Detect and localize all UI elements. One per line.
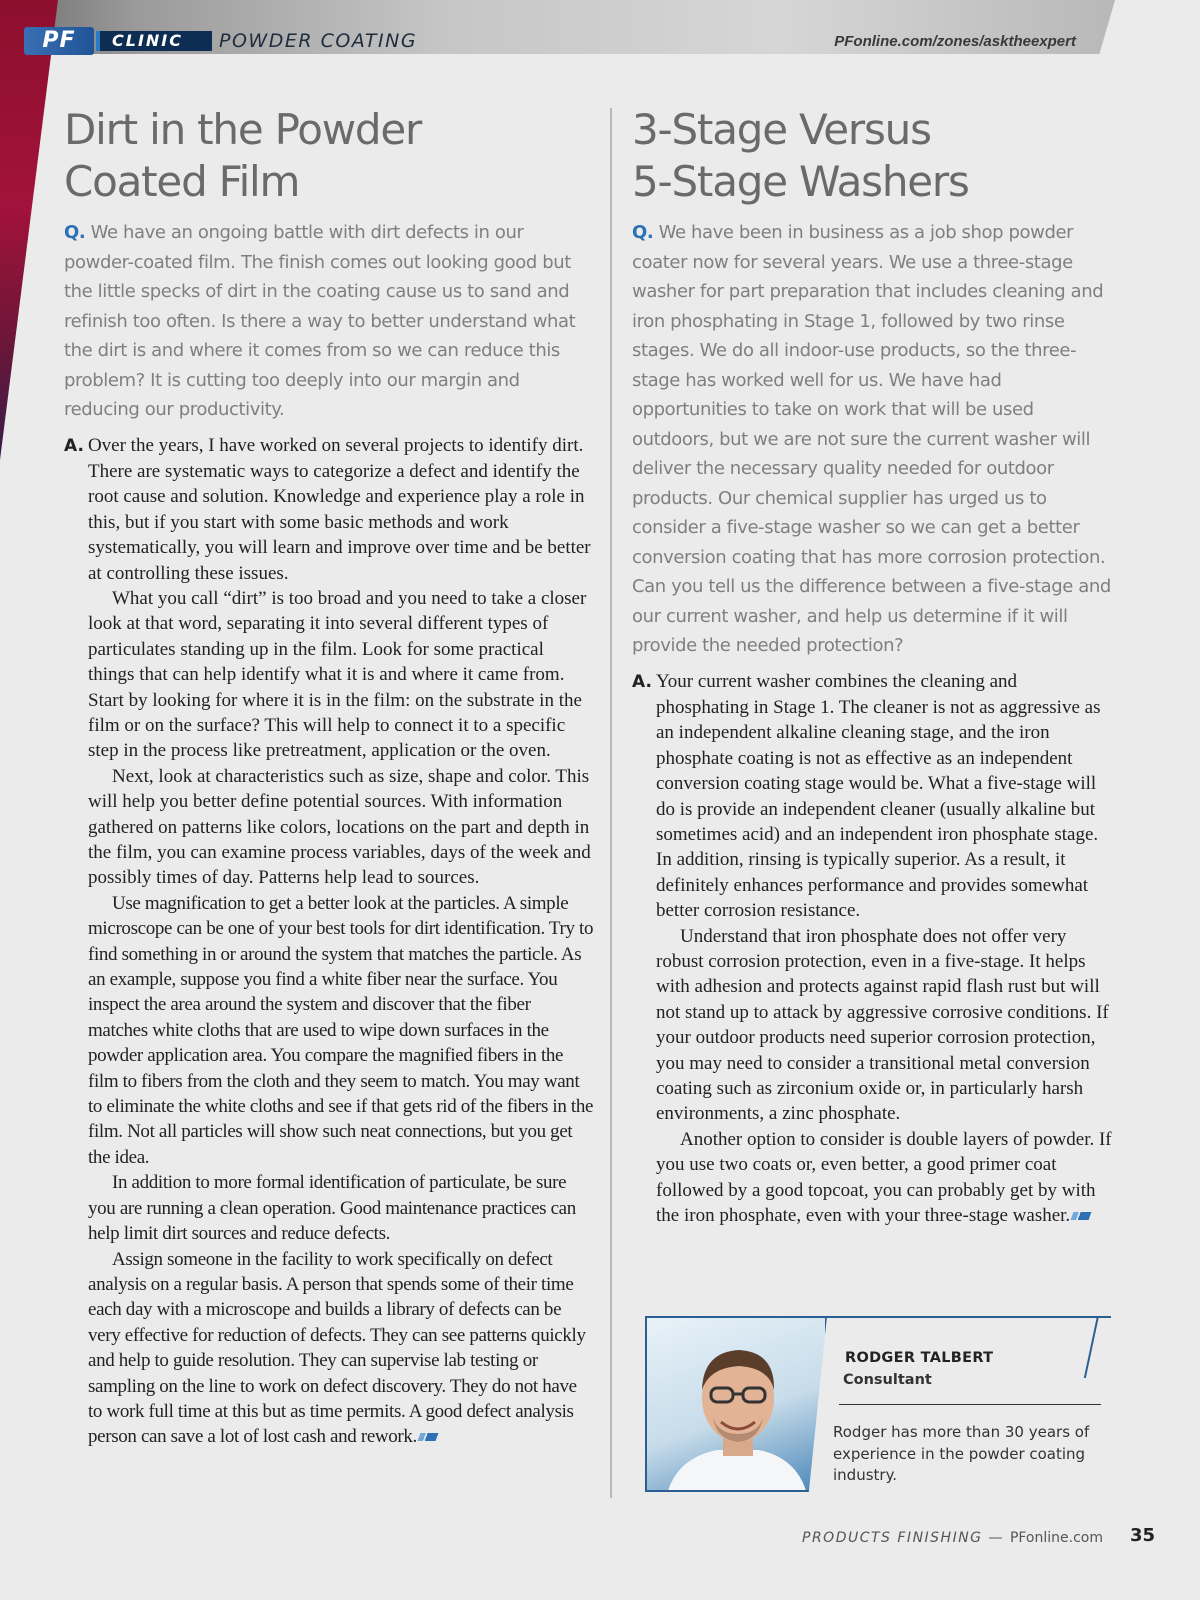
answer-paragraph: Another option to consider is double layers of powder. If you use two coats or, even better, a good primer coat followed by a good topcoat, you can probably get by with the iron phosphate, even with your three-stage washer. xyxy=(656,1128,1112,1227)
left-question xyxy=(64,218,594,425)
author-divider xyxy=(839,1404,1101,1405)
author-bio: Rodger has more than 30 years of experience in the powder coating industry. xyxy=(833,1423,1090,1484)
portrait-illustration xyxy=(647,1318,827,1492)
answer-paragraph: Use magnification to get a better look at the particles. A simple microscope can be one of your best tools for dirt identification. Try to find something in or around the system that matches the particle. As an example, suppose you find a white fiber near the surface. You inspect the area around the system and discover that the fiber matches white cloths that are used to wipe down surfaces in the powder application area. You compare the magnified fibers in the film to fibers from the cloth and they seem to match. You may want to eliminate the white cloths and see if that gets rid of the fibers in the film. Not all particles will show such neat connections, but you get the idea. xyxy=(88,892,594,1168)
footer-url-link[interactable]: PFonline.com xyxy=(1009,1530,1103,1546)
answer-paragraph: Next, look at characteristics such as size, shape and color. This will help you better define potential sources. With information gathered on patterns like colors, locations on the part and depth in the film, you can examine process variables, days of the week and possibly times of day. Patterns help lead to sources. xyxy=(88,765,591,889)
right-answer xyxy=(632,669,1112,1229)
a-marker: A. xyxy=(64,435,84,456)
end-of-article-icon xyxy=(417,1433,438,1441)
a-marker: A. xyxy=(632,671,652,692)
author-box-top-rule xyxy=(825,1316,1111,1318)
answer-paragraph: A. Your current washer combines the cleaning and phosphating in Stage 1. The cleaner is not as aggressive as an independent alkaline cleaning stage, and the iron phosphate coating is not as effective as an independent conversion coating stage would be. What a five-stage will do is provide an independent cleaner (usually alkaline but sometimes acid) and an independent iron phosphate stage. In addition, rinsing is typically superior. As a result, it definitely enhances performance and provides somewhat better corrosion resistance. xyxy=(632,670,1101,922)
left-answer xyxy=(64,433,594,1450)
author-role: Consultant xyxy=(843,1372,932,1388)
side-accent-stripe xyxy=(0,0,58,460)
footer-credit xyxy=(802,1530,1103,1546)
author-name: RODGER TALBERT xyxy=(845,1350,994,1366)
column-divider xyxy=(610,108,612,1498)
right-question xyxy=(632,218,1112,661)
author-photo xyxy=(645,1316,827,1492)
answer-paragraph: Understand that iron phosphate does not offer very robust corrosion protection, even in a five-stage. It helps with adhesion and protects against rapid flash rust but will not stand up to attack by aggressive corrosive conditions. If your outdoor products need superior corrosion protection, you may need to consider a transitional metal conversion coating such as zirconium oxide or, in particularly harsh environments, a zinc phosphate. xyxy=(656,925,1109,1125)
clinic-label: CLINIC xyxy=(112,31,183,50)
title-line: Dirt in the Powder xyxy=(64,105,422,154)
end-of-article-icon xyxy=(1071,1212,1092,1220)
pf-logo-badge: PF xyxy=(24,27,94,55)
section-label: POWDER COATING xyxy=(219,30,418,52)
answer-paragraph: In addition to more formal identification of particulate, be sure you are running a clean operation. Good maintenance practices can help limit dirt sources and reduce defects. xyxy=(88,1172,576,1245)
title-line: Coated Film xyxy=(64,157,300,206)
header-url-link[interactable]: PFonline.com/zones/asktheexpert xyxy=(834,33,1076,50)
answer-paragraph: A. Over the years, I have worked on several projects to identify dirt. There are systematic ways to categorize a defect and identify the root cause and solution. Knowledge and experience play a role in this, but if you start with some basic methods and work systematically, you will learn and improve over time and be better at controlling these issues. xyxy=(64,434,591,584)
question-text: We have an ongoing battle with dirt defects in our powder-coated film. The finish comes out looking good but the little specks of dirt in the coating cause us to sand and refinish too often. Is there a way to better understand what the dirt is and where it comes from so we can reduce this problem? It is cutting too deeply into our margin and reducing our productivity. xyxy=(64,222,576,420)
right-article xyxy=(632,104,1112,1228)
author-box xyxy=(645,1316,1111,1492)
magazine-name: PRODUCTS FINISHING xyxy=(802,1530,983,1546)
q-marker: Q. xyxy=(632,222,654,243)
question-text: We have been in business as a job shop powder coater now for several years. We use a three-stage washer for part preparation that includes cleaning and iron phosphating in Stage 1, followed by two rinse stages. We do all indoor-use products, so the three-stage has worked well for us. We have had opportunities to take on work that will be used outdoors, but we are not sure the current washer will deliver the necessary quality needed for outdoor products. Our chemical supplier has urged us to consider a five-stage washer so we can get a better conversion coating that has more corrosion protection. Can you tell us the difference between a five-stage and our current washer, and help us determine if it will provide the needed protection? xyxy=(632,222,1111,656)
answer-paragraph: What you call “dirt” is too broad and you need to take a closer look at that word, separating it into several different types of particulates standing up in the film. Look for some practical things that can help identify what it is and where it came from. Start by looking for where it is in the film: on the substrate in the film or on the surface? This will help to connect it to a specific step in the process like pretreatment, application or the oven. xyxy=(88,587,587,762)
title-line: 3-Stage Versus xyxy=(632,105,931,154)
left-article xyxy=(64,104,594,1450)
right-article-title xyxy=(632,104,1112,208)
author-box-slash xyxy=(1084,1316,1099,1378)
q-marker: Q. xyxy=(64,222,86,243)
answer-paragraph: Assign someone in the facility to work specifically on defect analysis on a regular basis. A person that spends some of their time each day with a microscope and builds a library of defects can be very effective for reduction of defects. They can see patterns quickly and help to guide resolution. They can supervise lab testing or sampling on the line to work on defect discovery. They do not have to work full time at this but as time permits. A good defect analysis person can save a lot of lost cash and rework. xyxy=(88,1248,586,1448)
title-line: 5-Stage Washers xyxy=(632,157,969,206)
page-number: 35 xyxy=(1129,1525,1155,1546)
footer-separator: — xyxy=(982,1530,1010,1546)
left-article-title xyxy=(64,104,594,208)
